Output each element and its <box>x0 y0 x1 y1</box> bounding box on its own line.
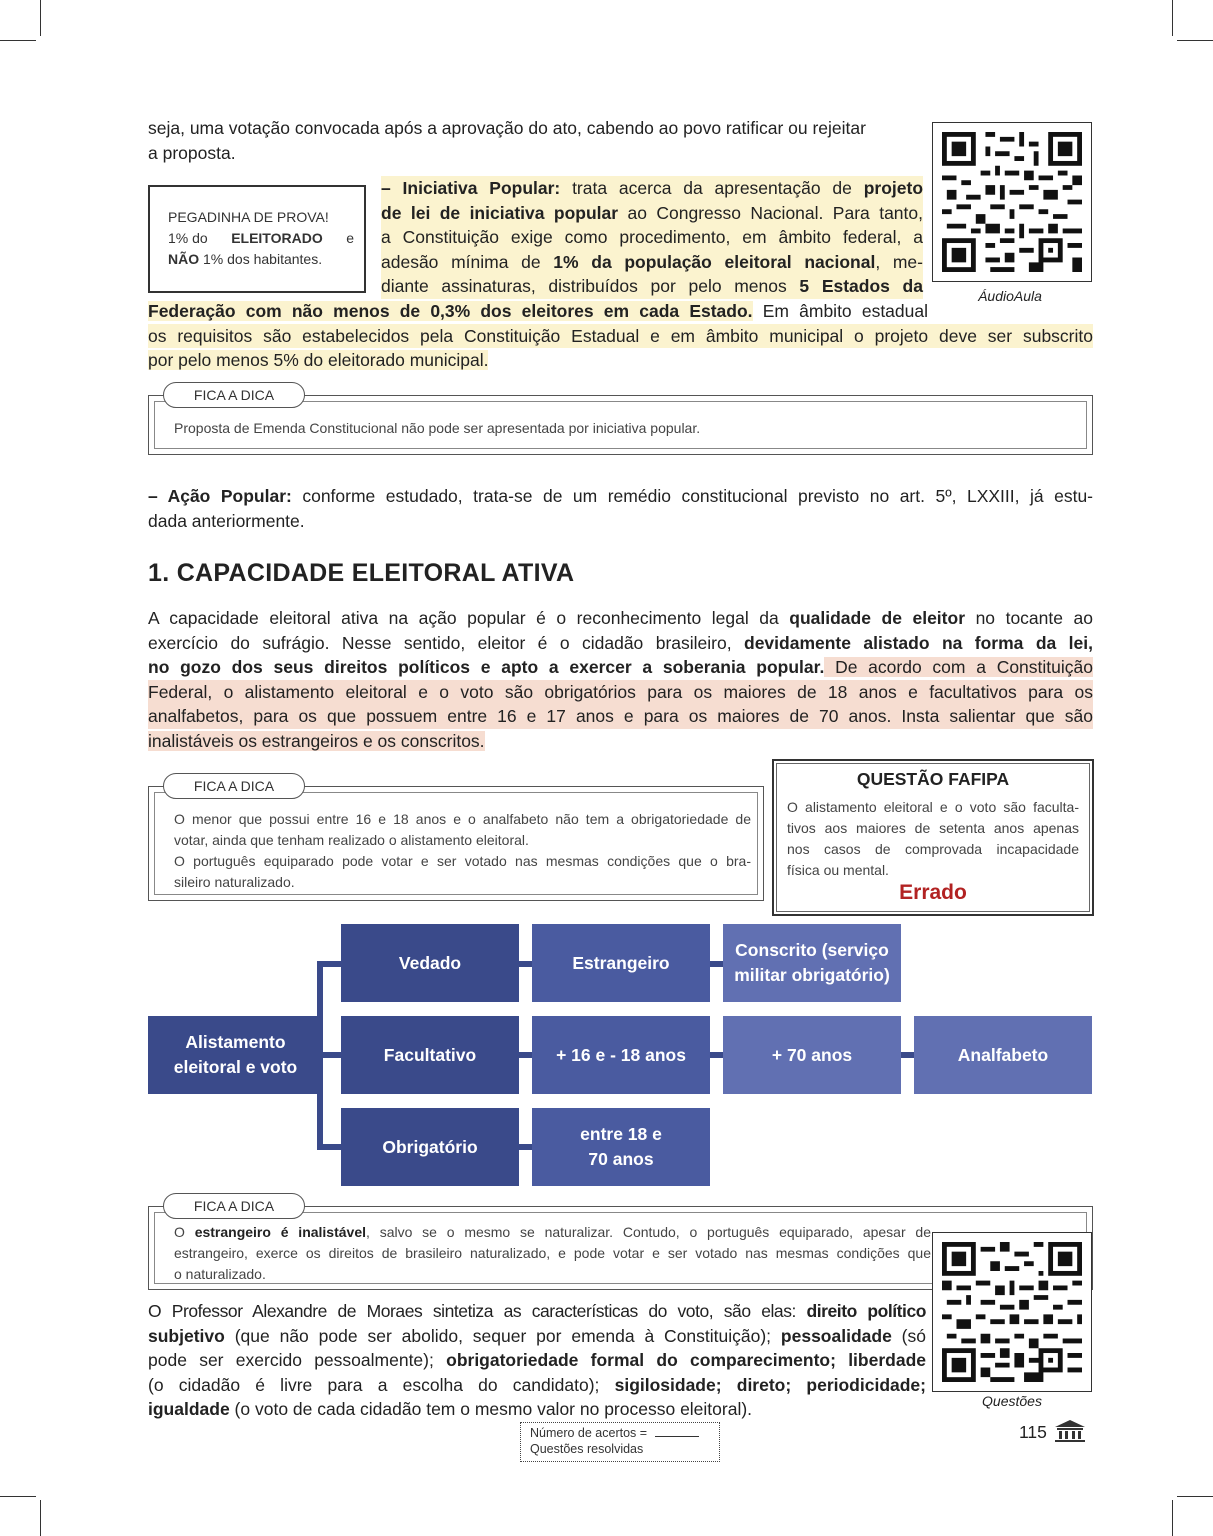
text-bold: direito político <box>806 1301 926 1321</box>
text-run: O português equiparado pode votar e ser votado nas mesmas condições que o bra- <box>174 853 751 869</box>
node-label: 70 anos <box>588 1149 654 1169</box>
text-bold: sigilosidade; direto; periodicidade; <box>614 1374 926 1395</box>
crop-mark <box>0 1496 36 1497</box>
node-label: entre 18 e <box>580 1124 662 1144</box>
text-bold: devidamente alistado na forma da lei, <box>744 632 1093 653</box>
crop-mark <box>1177 1496 1213 1497</box>
text-bold: 1% da população eleitoral nacional <box>553 251 876 272</box>
text-run: , salvo se o mesmo se naturalizar. Contudo, o português equiparado, apesar de <box>366 1224 931 1240</box>
text-bold: qualidade de eleitor <box>789 608 966 628</box>
connector <box>317 961 341 967</box>
questao-title: QUESTÃO FAFIPA <box>856 769 1010 789</box>
text-bold: no gozo dos seus direitos políticos e apto a exercer a soberania popular. <box>148 657 825 678</box>
text-run: estrangeiro, exerce os direitos de brasileiro naturalizado, e pode votar e ser votado nas mesmas condições que <box>174 1245 931 1261</box>
node-70: + 70 anos <box>723 1016 901 1094</box>
text-run: exercício do sufrágio. Nesse sentido, eleitor é o cidadão brasileiro, <box>148 632 744 653</box>
connector <box>518 1052 532 1058</box>
dica-tag: FICA A DICA <box>163 773 305 799</box>
resolvidas-label: Questões resolvidas <box>530 1442 644 1456</box>
qr-caption: Questões <box>982 1393 1042 1409</box>
text-bold: pessoalidade <box>780 1325 892 1346</box>
text-run: votar, ainda que tenham realizado o alistamento eleitoral. <box>174 832 529 848</box>
section-heading: 1. CAPACIDADE ELEITORAL ATIVA <box>148 559 575 587</box>
text-run: dada anteriormente. <box>148 510 305 531</box>
crop-mark <box>40 0 41 36</box>
node-label: Alistamento <box>185 1032 286 1052</box>
crop-mark <box>1177 40 1213 41</box>
text-run: De acordo com a Constituição <box>824 657 1093 678</box>
institution-icon <box>1053 1419 1087 1448</box>
dica-tag: FICA A DICA <box>163 1193 305 1219</box>
qr-code-icon <box>942 132 1082 272</box>
node-estrangeiro: Estrangeiro <box>532 924 710 1002</box>
crop-mark <box>0 40 36 41</box>
crop-mark <box>40 1500 41 1536</box>
questao-box <box>772 759 1094 916</box>
text-bold: de lei de iniciativa popular <box>381 202 619 223</box>
dica-tag: FICA A DICA <box>163 382 305 408</box>
node-conscrito <box>723 924 901 1002</box>
text-run: O menor que possui entre 16 e 18 anos e o analfabeto não tem a obrigatoriedade de <box>174 811 751 827</box>
capacidade-paragraph <box>148 606 1093 754</box>
iniciativa-paragraph <box>381 176 923 299</box>
connector <box>518 1144 532 1150</box>
iniciativa-continuation <box>148 299 1093 373</box>
text-run: Em âmbito estadual <box>752 301 928 321</box>
dica-text: Proposta de Emenda Constitucional não pode ser apresentada por iniciativa popular. <box>174 420 701 436</box>
dica-box <box>148 778 764 901</box>
text-run: A capacidade eleitoral ativa na ação popular é o reconhecimento legal da <box>148 608 790 628</box>
connector <box>317 1144 341 1150</box>
text-run: por pelo menos 5% do eleitorado municipal. <box>148 350 489 371</box>
text-run: conforme estudado, trata-se de um remédio constitucional previsto no art. 5º, LXXIII, já estu- <box>291 486 1094 506</box>
text-run: trata acerca da apresentação de <box>560 178 864 198</box>
text-run: (que não pode ser abolido, sequer por emenda à Constituição); <box>224 1325 781 1346</box>
text-run: o naturalizado. <box>174 1266 266 1282</box>
text-run: O Professor Alexandre de Moraes sintetiza as características do voto, são elas: <box>148 1301 807 1321</box>
pegadinha-text: e <box>346 230 354 246</box>
term-label: – Ação Popular: <box>148 486 292 506</box>
score-box <box>520 1422 720 1462</box>
dica-box <box>148 387 1093 455</box>
text-run: tivos aos maiores de setenta anos apenas <box>787 820 1079 836</box>
node-analfabeto: Analfabeto <box>914 1016 1092 1094</box>
text-bold: estrangeiro é inalistável <box>194 1224 367 1240</box>
text-run: física ou mental. <box>787 862 889 878</box>
text-bold: Federação com não menos de 0,3% dos eleitores em cada Estado. <box>148 301 753 321</box>
qr-code-icon <box>942 1242 1082 1382</box>
dica-text <box>174 809 751 893</box>
connector <box>710 1052 724 1058</box>
node-label: eleitoral e voto <box>173 1057 298 1077</box>
text-run: O <box>174 1224 195 1240</box>
acertos-label: Número de acertos = <box>530 1426 648 1440</box>
text-run: ao Congresso Nacional. Para tanto, <box>618 202 923 223</box>
node-label: militar obrigatório) <box>734 965 890 985</box>
connector <box>518 961 532 967</box>
qr-caption: ÁudioAula <box>978 288 1042 304</box>
pegadinha-bold: ELEITORADO <box>231 230 323 246</box>
connector <box>900 1052 914 1058</box>
node-facultativo: Facultativo <box>341 1016 519 1094</box>
text-bold: projeto <box>863 178 924 198</box>
qr-code-questoes[interactable] <box>932 1232 1092 1392</box>
dica-text <box>174 1222 931 1285</box>
text-run: , me- <box>875 251 923 272</box>
text-bold: subjetivo <box>148 1325 225 1346</box>
text-run: (o voto de cada cidadão tem o mesmo valor no processo eleitoral). <box>229 1399 753 1420</box>
pegadinha-text: 1% do <box>168 230 208 246</box>
text-run: sileiro naturalizado. <box>174 874 295 890</box>
text-run: Federal, o alistamento eleitoral e o voto são obrigatórios para os maiores de 18 anos e facultativos para os <box>148 680 1093 705</box>
text-run: analfabetos, para os que possuem entre 16 e 17 anos e para os maiores de 70 anos. Insta salientar que são <box>148 704 1093 729</box>
qr-code-audioaula[interactable] <box>932 122 1092 282</box>
node-obrigatorio: Obrigatório <box>341 1108 519 1186</box>
text-run: (só <box>891 1325 926 1346</box>
page-number: 115 <box>1019 1422 1047 1442</box>
text-run: O alistamento eleitoral e o voto são faculta- <box>787 799 1079 815</box>
text-bold: obrigatoriedade formal do comparecimento; liberdade <box>446 1350 926 1371</box>
text-run: nos casos de comprovada incapacidade <box>787 841 1079 857</box>
intro-line: a proposta. <box>148 142 236 163</box>
pegadinha-text: 1% dos habitantes. <box>199 251 323 267</box>
node-16-18: + 16 e - 18 anos <box>532 1016 710 1094</box>
node-root <box>148 1016 323 1094</box>
acertos-blank[interactable] <box>655 1436 699 1437</box>
text-run: a Constituição exige como procedimento, em âmbito federal, a <box>381 225 923 250</box>
crop-mark <box>1172 1500 1173 1536</box>
connector <box>710 961 724 967</box>
node-18-70 <box>532 1108 710 1186</box>
node-label: Conscrito (serviço <box>735 940 889 960</box>
text-run: no tocante ao <box>965 608 1093 628</box>
pegadinha-title: PEGADINHA DE PROVA! <box>168 209 329 225</box>
crop-mark <box>1172 0 1173 36</box>
text-bold: igualdade <box>148 1399 230 1420</box>
node-vedado: Vedado <box>341 924 519 1002</box>
text-run: inalistáveis os estrangeiros e os conscritos. <box>148 730 485 751</box>
questao-answer: Errado <box>899 881 967 904</box>
acao-paragraph <box>148 484 1093 533</box>
pegadinha-box <box>148 185 366 293</box>
term-label: – Iniciativa Popular: <box>381 178 561 198</box>
moraes-paragraph <box>148 1299 926 1422</box>
text-run: pode ser exercido pessoalmente); <box>148 1350 447 1371</box>
intro-paragraph <box>148 116 928 165</box>
text-run: adesão mínima de <box>381 251 554 272</box>
text-bold: 5 Estados da <box>799 276 923 297</box>
text-run: os requisitos são estabelecidos pela Constituição Estadual e em âmbito municipal o projeto deve ser subscrito <box>148 324 1093 349</box>
text-run: (o cidadão é livre para a escolha do candidato); <box>148 1374 615 1395</box>
intro-line: seja, uma votação convocada após a aprovação do ato, cabendo ao povo ratificar ou rejeitar <box>148 118 866 138</box>
text-run: diante assinaturas, distribuídos por pelo menos <box>381 276 800 297</box>
pegadinha-bold: NÃO <box>168 251 200 267</box>
